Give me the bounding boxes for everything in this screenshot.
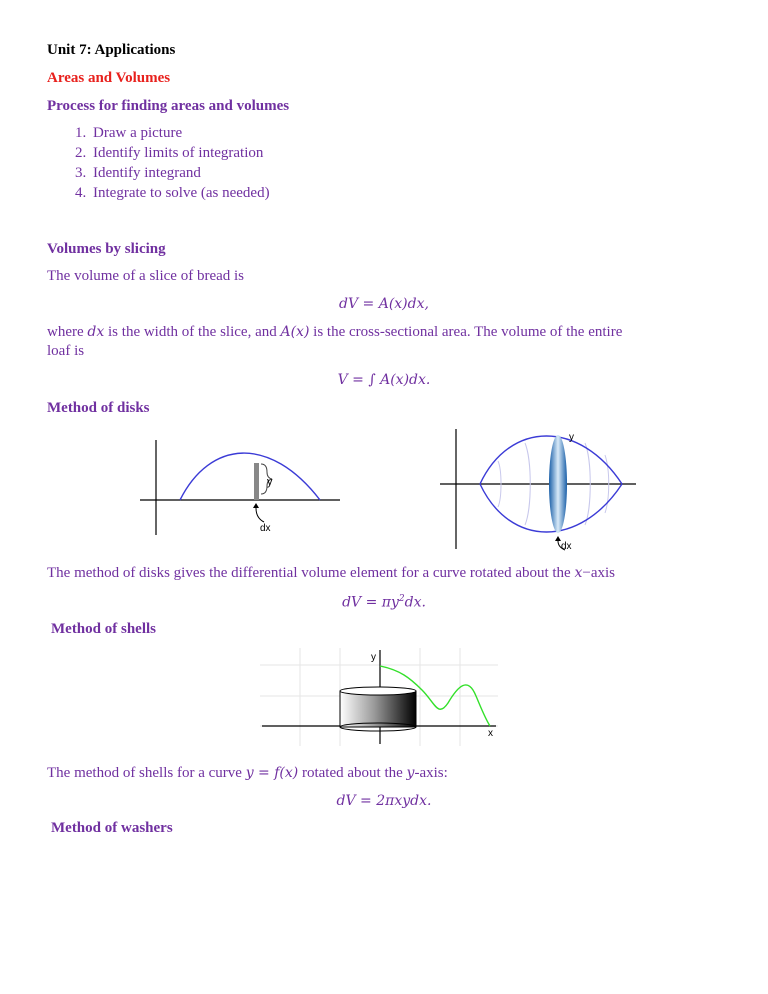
label-y: y [267,476,273,488]
curve [180,453,320,500]
shell-figure [260,648,500,746]
disks-description: The method of disks gives the differential volume element for a curve rotated about the x−axis [47,565,615,581]
arrow-head [253,503,259,508]
list-item: 3. Identify integrand [75,165,201,181]
washers-heading: Method of washers [51,820,173,836]
section-title: Areas and Volumes [47,70,171,86]
shells-heading: Method of shells [51,621,156,637]
slicing-equation-2: V = ∫ A(x)dx. [337,372,431,388]
label-y: y [569,432,574,443]
cylinder-top [340,687,416,695]
slicing-where-text-2: loaf is [47,343,85,359]
disk-slice [549,435,567,533]
shells-description: The method of shells for a curve y = f(x) rotated about the y-axis: [47,765,448,781]
shells-equation: dV = 2πxydx. [336,793,432,809]
slice-strip [254,463,259,500]
disks-heading: Method of disks [47,400,150,416]
list-item: 2. Identify limits of integration [75,145,264,161]
process-steps [47,123,270,203]
label-x: x [488,728,493,739]
label-dx: dx [561,541,572,552]
list-item: 1. Draw a picture [75,125,183,141]
unit-title: Unit 7: Applications [47,42,176,58]
disk-volume-figure [440,425,640,555]
label-dx: dx [260,523,271,534]
slicing-intro: The volume of a slice of bread is [47,268,245,284]
slicing-heading: Volumes by slicing [47,241,166,257]
cylinder-body [340,691,416,727]
disk-area-figure [140,440,350,540]
slicing-where-text: where dx is the width of the slice, and A(x) is the cross-sectional area. The volume of the entire [47,324,623,340]
slicing-equation-1: dV = A(x)dx, [339,296,429,312]
disks-equation: dV = $\pi y^2dx$. [342,594,426,611]
process-heading: Process for finding areas and volumes [47,98,290,114]
list-item: 4. Integrate to solve (as needed) [75,185,270,201]
arrow [256,508,264,522]
label-y: y [371,652,376,663]
